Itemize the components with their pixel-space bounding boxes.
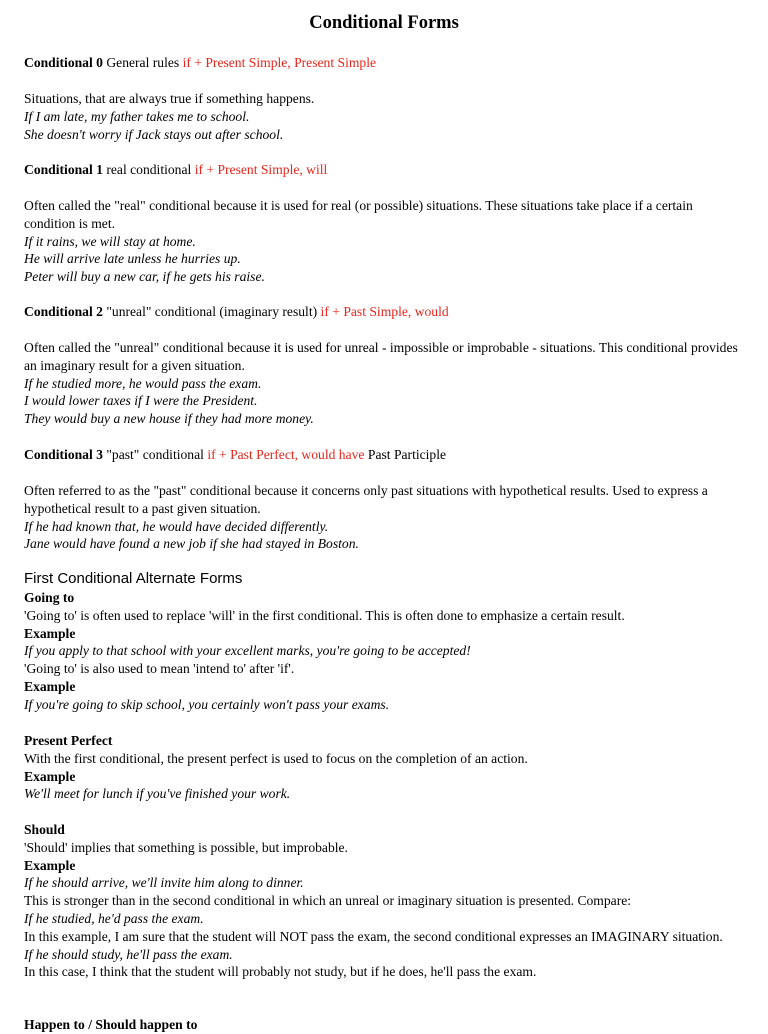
- present-perfect-heading: Present Perfect: [24, 733, 113, 748]
- conditional-1-example-3: Peter will buy a new car, if he gets his raise.: [24, 269, 265, 285]
- conditional-0-formula: if + Present Simple, Present Simple: [182, 55, 377, 70]
- conditional-2-desc: "unreal" conditional (imaginary result): [102, 304, 321, 319]
- conditional-1-label: Conditional 1: [24, 162, 103, 177]
- present-perfect-example-label: Example: [24, 768, 76, 784]
- conditional-3-after: Past Participle: [364, 447, 447, 462]
- going-to-heading: Going to: [24, 590, 75, 605]
- conditional-0-example-1: If I am late, my father takes me to school.: [24, 108, 250, 124]
- conditional-1-example-1: If it rains, we will stay at home.: [24, 233, 196, 249]
- should-example-3: If he should study, he'll pass the exam.: [24, 946, 233, 962]
- conditional-2-heading: [24, 303, 744, 321]
- conditional-3-example-2: Jane would have found a new job if she had stayed in Boston.: [24, 536, 359, 552]
- conditional-3-body: [24, 482, 744, 553]
- conditional-1-heading: [24, 161, 744, 179]
- present-perfect-text: With the first conditional, the present perfect is used to focus on the completion of an action.: [24, 750, 528, 766]
- happen-to-heading: Happen to / Should happen to: [24, 1017, 198, 1032]
- should-section: [24, 821, 744, 981]
- conditional-0-example-2: She doesn't worry if Jack stays out after school.: [24, 126, 284, 142]
- conditional-2-example-2: I would lower taxes if I were the President.: [24, 393, 258, 409]
- conditional-1-text: Often called the "real" conditional because it is used for real (or possible) situations. These situations take place if a certain condition is met.: [24, 198, 693, 231]
- conditional-0-desc: General rules: [102, 55, 183, 70]
- going-to-example-1: If you apply to that school with your excellent marks, you're going to be accepted!: [24, 643, 471, 659]
- conditional-0-text: Situations, that are always true if something happens.: [24, 91, 315, 106]
- conditional-3-formula: if + Past Perfect, would have: [207, 447, 365, 462]
- conditional-3-heading: [24, 446, 744, 464]
- should-example-label: Example: [24, 857, 76, 873]
- going-to-text-2: 'Going to' is also used to mean 'intend to' after 'if'.: [24, 661, 295, 677]
- going-to-example-2: If you're going to skip school, you certainly won't pass your exams.: [24, 696, 390, 712]
- conditional-0-label: Conditional 0: [24, 55, 103, 70]
- conditional-0-body: [24, 90, 744, 143]
- conditional-2-label: Conditional 2: [24, 304, 103, 319]
- present-perfect-section: [24, 732, 744, 803]
- conditional-1-desc: real conditional: [102, 162, 195, 177]
- should-text-4: In this case, I think that the student will probably not study, but if he does, he'll pass the exam.: [24, 964, 537, 980]
- should-text-2: This is stronger than in the second conditional in which an unreal or imaginary situation is presented. Compare:: [24, 893, 632, 909]
- conditional-2-body: [24, 339, 744, 428]
- conditional-1-example-2: He will arrive late unless he hurries up.: [24, 251, 241, 267]
- should-example-2: If he studied, he'd pass the exam.: [24, 910, 204, 926]
- should-heading: Should: [24, 822, 65, 837]
- conditional-3-text: Often referred to as the "past" conditional because it concerns only past situations with hypothetical results. Used to express a hypothetical result to a past given situation.: [24, 483, 708, 516]
- going-to-example-label-2: Example: [24, 678, 76, 694]
- conditional-1-body: [24, 197, 744, 286]
- going-to-text-1: 'Going to' is often used to replace 'will' in the first conditional. This is often done to emphasize a certain result.: [24, 607, 625, 623]
- conditional-3-desc: "past" conditional: [102, 447, 208, 462]
- next-section-heading: [24, 1016, 744, 1034]
- conditional-1-formula: if + Present Simple, will: [194, 162, 328, 177]
- should-text-1: 'Should' implies that something is possible, but improbable.: [24, 839, 348, 855]
- conditional-2-example-3: They would buy a new house if they had more money.: [24, 411, 314, 427]
- going-to-section: [24, 589, 744, 714]
- going-to-example-label-1: Example: [24, 625, 76, 641]
- present-perfect-example: We'll meet for lunch if you've finished your work.: [24, 786, 291, 802]
- alternate-forms-heading: First Conditional Alternate Forms: [24, 570, 243, 587]
- should-text-3: In this example, I am sure that the student will NOT pass the exam, the second conditional expresses an IMAGINARY situation.: [24, 928, 723, 944]
- should-example-1: If he should arrive, we'll invite him along to dinner.: [24, 875, 304, 891]
- conditional-0-heading: [24, 54, 744, 72]
- conditional-2-example-1: If he studied more, he would pass the exam.: [24, 375, 262, 391]
- conditional-2-text: Often called the "unreal" conditional because it is used for unreal - impossible or improbable - situations. This conditional provides an imaginary result for a given situation.: [24, 340, 738, 373]
- conditional-2-formula: if + Past Simple, would: [320, 304, 449, 319]
- conditional-3-example-1: If he had known that, he would have decided differently.: [24, 518, 329, 534]
- page-title: Conditional Forms: [309, 13, 459, 33]
- conditional-3-label: Conditional 3: [24, 447, 103, 462]
